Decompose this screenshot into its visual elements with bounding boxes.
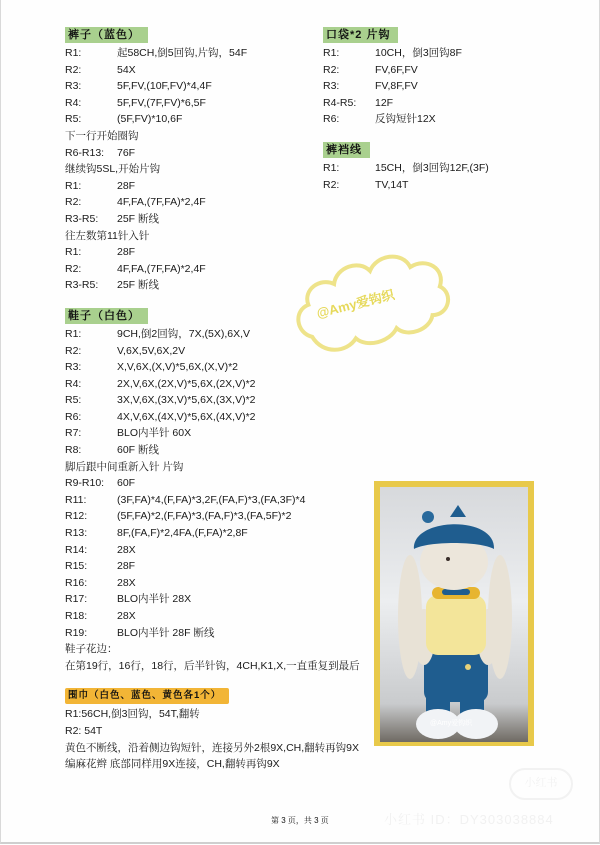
pattern-row bbox=[65, 508, 385, 525]
pattern-row bbox=[65, 442, 385, 459]
row-value: 3X,V,6X,(3X,V)*5,6X,(3X,V)*2 bbox=[117, 394, 256, 407]
row-value: 28X bbox=[117, 610, 136, 622]
bunny-doll-illustration bbox=[380, 487, 528, 742]
pattern-row bbox=[65, 376, 385, 393]
pattern-row bbox=[65, 492, 385, 509]
row-label: R4-R5: bbox=[323, 96, 357, 109]
pattern-row bbox=[65, 194, 385, 211]
right-column bbox=[323, 27, 573, 193]
row-label: R4: bbox=[65, 96, 82, 109]
row-value: 10CH，倒3回钩8F bbox=[375, 47, 462, 59]
row-value: 4X,V,6X,(4X,V)*5,6X,(4X,V)*2 bbox=[117, 410, 256, 423]
row-label: R1: bbox=[323, 47, 340, 59]
row-value: 4F,FA,(7F,FA)*2,4F bbox=[117, 262, 206, 275]
pattern-line: 黄色不断线，沿着侧边钩短针，连接另外2根9X,CH,翻转再钩9X bbox=[65, 741, 360, 754]
row-label: R3-R5: bbox=[65, 279, 99, 292]
photo-caption: @Amy爱钩织 bbox=[430, 720, 473, 727]
spacer bbox=[65, 674, 385, 688]
pattern-row bbox=[323, 78, 573, 95]
row-label: R5: bbox=[65, 394, 82, 407]
row-label: R6: bbox=[323, 113, 340, 126]
row-value: BLO内半针 28F 断线 bbox=[117, 626, 215, 639]
row-label: R13: bbox=[65, 527, 88, 540]
row-value: (5F,FV)*10,6F bbox=[117, 113, 183, 126]
row-value: 28F bbox=[117, 179, 136, 192]
row-label: R5: bbox=[65, 113, 82, 126]
scarf-section bbox=[65, 688, 385, 772]
row-label: R2: bbox=[323, 63, 340, 76]
row-value: BLO内半针 28X bbox=[117, 593, 192, 606]
pattern-row bbox=[323, 177, 573, 194]
row-label: R3: bbox=[323, 80, 340, 93]
pattern-row bbox=[323, 95, 573, 112]
row-value: 25F 断线 bbox=[117, 279, 160, 292]
pocket-section bbox=[323, 27, 573, 128]
section-title-shoes: 鞋子（白色） bbox=[65, 308, 148, 324]
pattern-note: 脚后跟中间重新入针 片钩 bbox=[65, 460, 184, 473]
page-number: 第 3 页，共 3 页 bbox=[271, 816, 329, 825]
row-label: R16: bbox=[65, 576, 88, 589]
row-label: R17: bbox=[65, 593, 88, 606]
row-value: 12F bbox=[375, 96, 394, 109]
row-value: 4F,FA,(7F,FA)*2,4F bbox=[117, 196, 206, 209]
row-label: R2: bbox=[65, 63, 82, 76]
pattern-row bbox=[65, 608, 385, 625]
pattern-note: 继续钩5SL,开始片钩 bbox=[65, 163, 161, 176]
section-title-pants: 裤子（蓝色） bbox=[65, 27, 148, 43]
row-value: 28X bbox=[117, 576, 136, 589]
row-value: (3F,FA)*4,(F,FA)*3,2F,(FA,F)*3,(FA,3F)*4 bbox=[117, 493, 306, 506]
row-label: R1: bbox=[323, 161, 340, 174]
pattern-row bbox=[65, 409, 385, 426]
row-label: R14: bbox=[65, 543, 88, 556]
strap-section bbox=[323, 142, 573, 193]
pattern-note: 鞋子花边： bbox=[65, 643, 118, 656]
section-title-strap: 裤裆线 bbox=[323, 142, 370, 158]
shoes-section bbox=[65, 308, 385, 674]
row-label: R1: bbox=[65, 246, 82, 259]
row-value: 起58CH,倒5回钩,片钩，54F bbox=[117, 47, 248, 59]
pattern-row bbox=[65, 575, 385, 592]
pattern-row bbox=[65, 211, 385, 228]
section-title-pocket: 口袋*2 片钩 bbox=[323, 27, 398, 43]
xiaohongshu-id-watermark: 小红书 ID：DY303038884 bbox=[384, 812, 554, 827]
pattern-note: 在第19行，16行，18行，后半针钩，4CH,K1,X,一直重复到最后 bbox=[65, 659, 360, 672]
row-value: FV,6F,FV bbox=[375, 63, 418, 76]
row-label: R6: bbox=[65, 410, 82, 423]
pattern-line: 编麻花辫 底部同样用9X连接，CH,翻转再钩9X bbox=[65, 758, 280, 771]
pattern-row bbox=[65, 525, 385, 542]
pattern-row bbox=[323, 62, 573, 79]
row-value: 25F 断线 bbox=[117, 212, 160, 225]
row-label: R2: bbox=[65, 262, 82, 275]
row-value: 反钩短针12X bbox=[375, 113, 436, 126]
row-label: R9-R10: bbox=[65, 477, 105, 490]
row-label: R7: bbox=[65, 427, 82, 440]
row-value: 60F bbox=[117, 477, 136, 490]
row-value: 8F,(FA,F)*2,4FA,(F,FA)*2,8F bbox=[117, 527, 248, 540]
spacer bbox=[323, 128, 573, 142]
pattern-row bbox=[323, 160, 573, 177]
row-label: R18: bbox=[65, 610, 88, 622]
pattern-row bbox=[65, 591, 385, 608]
pattern-note: 往左数第11针入针 bbox=[65, 229, 150, 242]
row-label: R6-R13: bbox=[65, 146, 105, 159]
row-label: R19: bbox=[65, 626, 88, 639]
pattern-line: R1:56CH,倒3回钩，54T,翻转 bbox=[65, 708, 200, 721]
row-label: R11: bbox=[65, 493, 87, 506]
row-value: 60F 断线 bbox=[117, 444, 160, 457]
row-label: R3: bbox=[65, 80, 82, 93]
row-value: 9CH,倒2回钩，7X,(5X),6X,V bbox=[117, 327, 251, 340]
doll-photo bbox=[374, 481, 534, 746]
pattern-row bbox=[65, 475, 385, 492]
row-value: 15CH，倒3回钩12F,(3F) bbox=[375, 161, 489, 174]
row-label: R3: bbox=[65, 361, 82, 374]
row-label: R2: bbox=[323, 178, 340, 191]
row-value: (5F,FA)*2,(F,FA)*3,(FA,F)*3,(FA,5F)*2 bbox=[117, 510, 292, 523]
row-value: V,6X,5V,6X,2V bbox=[117, 344, 186, 357]
row-label: R15: bbox=[65, 560, 88, 573]
pattern-row bbox=[323, 111, 573, 128]
row-value: 5F,FV,(10F,FV)*4,4F bbox=[117, 80, 212, 93]
pattern-row bbox=[65, 425, 385, 442]
row-label: R3-R5: bbox=[65, 212, 99, 225]
row-label: R12: bbox=[65, 510, 88, 523]
row-value: 5F,FV,(7F,FV)*6,5F bbox=[117, 96, 206, 109]
pattern-row bbox=[65, 542, 385, 559]
row-value: 2X,V,6X,(2X,V)*5,6X,(2X,V)*2 bbox=[117, 377, 256, 390]
section-title-scarf: 围巾（白色、蓝色、黄色各1个） bbox=[65, 688, 229, 704]
row-label: R2: bbox=[65, 344, 82, 357]
pattern-row bbox=[323, 45, 573, 62]
row-value: 28F bbox=[117, 560, 136, 573]
watermark-text: @Amy爱钩织 bbox=[314, 286, 397, 321]
row-value: 54X bbox=[117, 63, 136, 76]
pattern-note: 下一行开始圈钩 bbox=[65, 129, 139, 142]
pattern-row bbox=[65, 625, 385, 642]
row-value: TV,14T bbox=[375, 178, 409, 191]
row-label: R1: bbox=[65, 327, 82, 340]
row-value: X,V,6X,(X,V)*5,6X,(X,V)*2 bbox=[117, 361, 239, 374]
row-value: 76F bbox=[117, 146, 136, 159]
row-value: FV,8F,FV bbox=[375, 80, 418, 93]
row-label: R8: bbox=[65, 444, 82, 457]
photo-image bbox=[380, 487, 528, 742]
pattern-line: R2: 54T bbox=[65, 724, 103, 737]
pattern-row bbox=[65, 392, 385, 409]
xiaohongshu-logo: 小红书 bbox=[509, 768, 573, 800]
row-label: R1: bbox=[65, 47, 82, 59]
row-label: R2: bbox=[65, 196, 82, 209]
row-value: BLO内半针 60X bbox=[117, 427, 192, 440]
pattern-row bbox=[65, 359, 385, 376]
pattern-row bbox=[65, 558, 385, 575]
row-label: R1: bbox=[65, 179, 82, 192]
row-value: 28F bbox=[117, 246, 136, 259]
row-label: R4: bbox=[65, 377, 82, 390]
row-value: 28X bbox=[117, 543, 136, 556]
